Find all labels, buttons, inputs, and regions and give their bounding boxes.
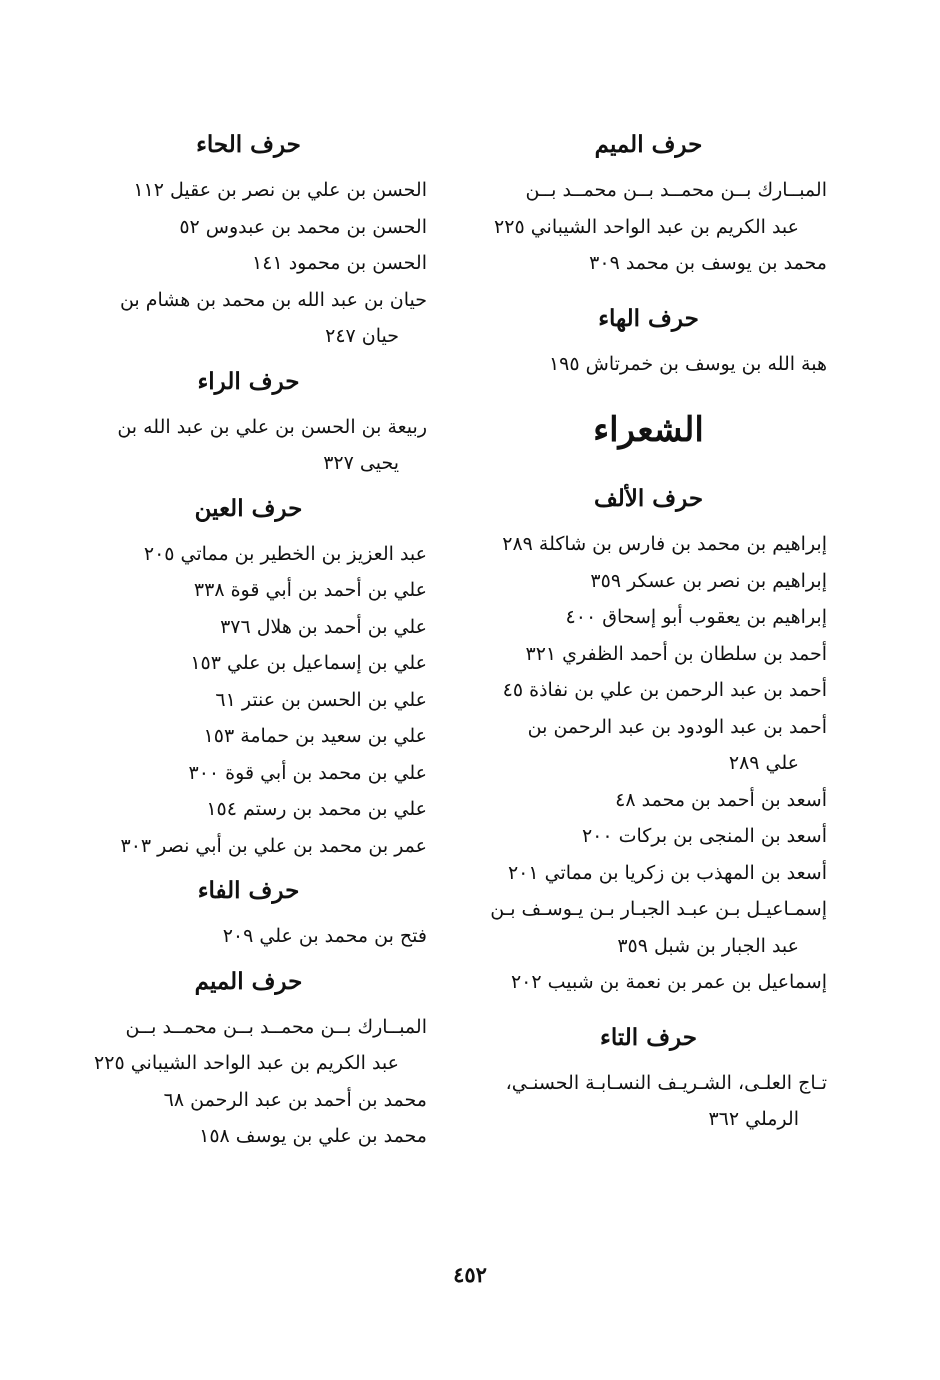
list-item: الحسن بن علي بن نصر بن عقيل ١١٢ xyxy=(133,179,427,201)
list-item: أسعد بن المنجى بن بركات ٢٠٠ xyxy=(581,825,827,847)
section-heading-fa: حرف الفاء xyxy=(197,877,300,904)
list-item: عبد العزيز بن الخطير بن مماتي ٢٠٥ xyxy=(143,542,427,565)
list-item: أحمد بن سلطان بن أحمد الظفري ٣٢١ xyxy=(525,642,827,665)
list-item: ربيعة بن الحسن بن علي بن عبد الله بن يحيى ٣٢٧ xyxy=(117,415,427,474)
list-item: الحسن بن محمود ١٤١ xyxy=(252,252,427,274)
section-heading-mim: حرف الميم xyxy=(594,131,703,158)
list-item: محمد بن يوسف بن محمد ٣٠٩ xyxy=(589,252,827,274)
list-item: علي بن إسماعيل بن علي ١٥٣ xyxy=(190,652,427,674)
list-item: إسماعيل بن عمر بن نعمة بن شبيب ٢٠٢ xyxy=(510,971,827,993)
list-item: علي بن محمد بن رستم ١٥٤ xyxy=(206,798,427,820)
list-item: محمد بن علي بن يوسف ١٥٨ xyxy=(199,1125,427,1147)
list-item: إبراهيم بن محمد بن فارس بن شاكلة ٢٨٩ xyxy=(502,533,827,555)
list-item: المبــارك بــن محمــد بــن محمــد بــن عبد الكريم بن عبد الواحد الشيباني ٢٢٥ xyxy=(94,1015,427,1074)
section-heading-ayn: حرف العين xyxy=(194,494,303,522)
left-column xyxy=(70,118,427,1155)
list-item: هبة الله بن يوسف بن خمرتاش ١٩٥ xyxy=(548,352,827,375)
list-item: إسمـاعيـل بـن عبـد الجبـار بـن يـوسـف بـن عبد الجبار بن شبل ٣٥٩ xyxy=(490,898,827,957)
section-heading-hha: حرف الحاء xyxy=(196,131,301,158)
list-item: عمر بن محمد بن علي بن أبي نصر ٣٠٣ xyxy=(120,834,427,857)
list-item: فتح بن محمد بن علي ٢٠٩ xyxy=(222,925,427,947)
section-heading-alif: حرف الألف xyxy=(593,485,704,512)
list-item: أسعد بن أحمد بن محمد ٤٨ xyxy=(615,788,827,811)
list-item: حيان بن عبد الله بن محمد بن هشام بن حيان ٢٤٧ xyxy=(119,288,427,347)
list-item: تـاج العلـى، الشـريـف النسـابـة الحسنـي، الرملي ٣٦٢ xyxy=(505,1071,827,1130)
list-item: المبــارك بــن محمــد بــن محمــد بــن عبد الكريم بن عبد الواحد الشيباني ٢٢٥ xyxy=(494,179,827,238)
list-item: علي بن الحسن بن عنتر ٦١ xyxy=(215,688,427,711)
list-item: الحسن بن محمد بن عبدوس ٥٢ xyxy=(179,215,427,238)
section-heading-ta: حرف التاء xyxy=(600,1023,697,1051)
list-item: أحمد بن عبد الرحمن بن علي بن نفاذة ٤٥ xyxy=(502,679,827,701)
section-heading-ha: حرف الهاء xyxy=(598,304,699,332)
list-item: أسعد بن المهذب بن زكريا بن مماتي ٢٠١ xyxy=(507,861,827,884)
section-heading-mim: حرف الميم xyxy=(194,967,303,995)
page-number: ٤٥٢ xyxy=(453,1262,487,1287)
list-item: إبراهيم بن يعقوب أبو إسحاق ٤٠٠ xyxy=(565,606,827,628)
list-item: محمد بن أحمد بن عبد الرحمن ٦٨ xyxy=(163,1088,427,1111)
list-item: علي بن أحمد بن أبي قوة ٣٣٨ xyxy=(193,579,427,601)
list-item: علي بن سعيد بن حمامة ١٥٣ xyxy=(203,725,427,747)
list-item: أحمد بن عبد الودود بن عبد الرحمن بن علي ٢٨٩ xyxy=(527,715,827,774)
list-item: علي بن أحمد بن هلال ٣٧٦ xyxy=(220,615,427,638)
section-title-poets: الشعراء xyxy=(593,410,704,450)
list-item: إبراهيم بن نصر بن عسكر ٣٥٩ xyxy=(590,569,827,592)
right-column xyxy=(470,118,827,1138)
list-item: علي بن محمد بن أبي قوة ٣٠٠ xyxy=(188,761,427,784)
section-heading-ra: حرف الراء xyxy=(197,367,300,395)
